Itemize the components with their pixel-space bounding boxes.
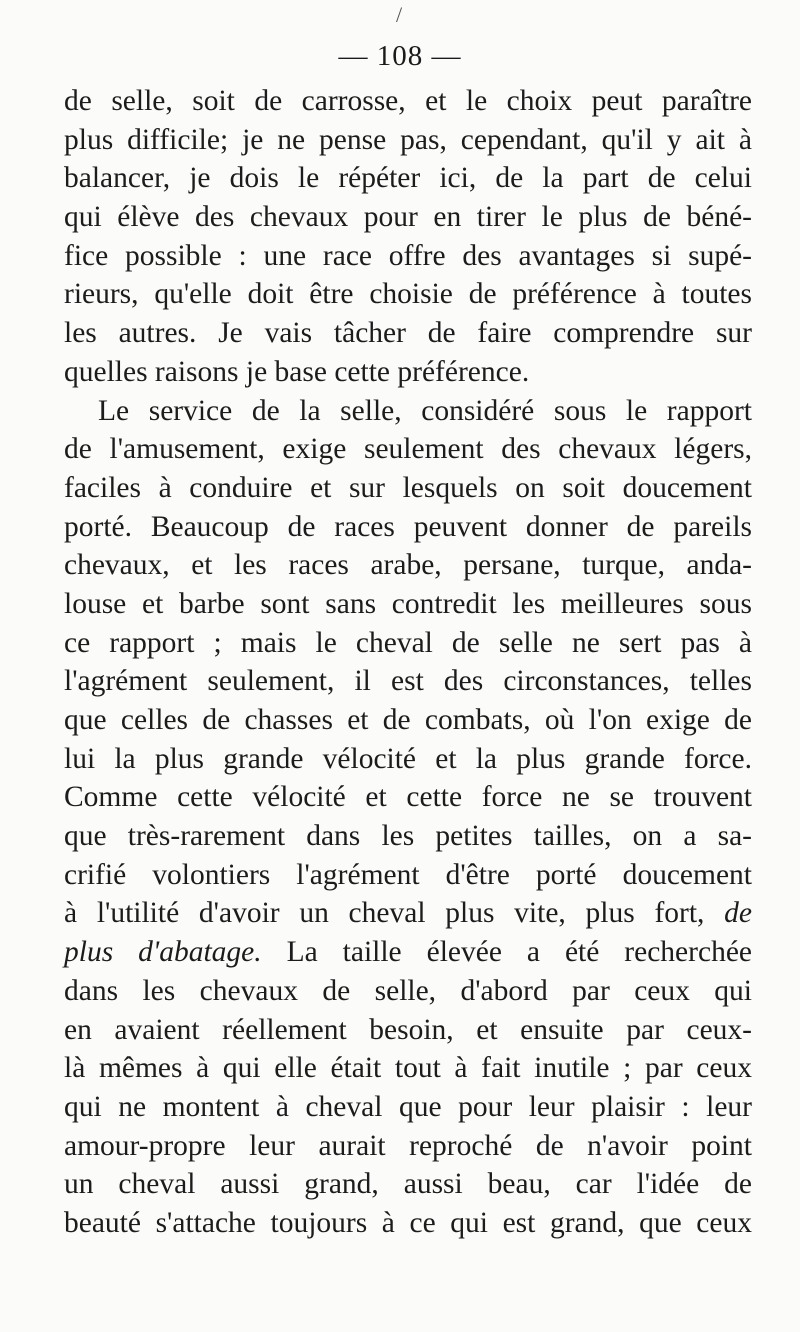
text-line: plus difficile; je ne pense pas, cependant, qu'il y ait à — [64, 123, 752, 156]
italic-word: plus — [64, 936, 114, 969]
page-number: — 108 — — [338, 40, 462, 72]
body-text — [64, 82, 752, 1243]
top-mark: / — [396, 2, 403, 27]
text-line — [64, 894, 752, 933]
text-line: de l'amusement, exige seulement des chevaux légers, — [64, 433, 752, 466]
text-line: crifié volontiers l'agrément d'être porté doucement — [64, 858, 752, 891]
text-line: ce rapport ; mais le cheval de selle ne sert pas à — [64, 626, 752, 659]
text-line: Le service de la selle, considéré sous le rapport — [98, 394, 752, 427]
text-line: les autres. Je vais tâcher de faire comprendre sur — [64, 317, 752, 350]
text-line: faciles à conduire et sur lesquels on soit doucement — [64, 471, 752, 504]
text-line: dans les chevaux de selle, d'abord par ceux qui — [64, 974, 752, 1007]
text-line: balancer, je dois le répéter ici, de la part de celui — [64, 162, 752, 195]
text-line: porté. Beaucoup de races peuvent donner de pareils — [64, 510, 752, 543]
text-line: rieurs, qu'elle doit être choisie de préférence à toutes — [64, 278, 752, 311]
text-line: quelles raisons je base cette préférence. — [64, 355, 530, 388]
text-line: un cheval aussi grand, aussi beau, car l'idée de — [64, 1168, 752, 1201]
text-line: chevaux, et les races arabe, persane, turque, anda- — [64, 549, 752, 582]
text-span: La taille élevée a été recherchée — [286, 936, 753, 969]
text-line: l'agrément seulement, il est des circonstances, telles — [64, 665, 752, 698]
text-line: de selle, soit de carrosse, et le choix peut paraître — [64, 85, 752, 117]
text-line: Comme cette vélocité et cette force ne se trouvent — [64, 781, 752, 814]
italic-phrase: d'abatage. — [138, 936, 262, 969]
text-line: là mêmes à qui elle était tout à fait inutile ; par ceux — [64, 1052, 752, 1085]
text-line: que celles de chasses et de combats, où l'on exige de — [64, 704, 752, 736]
text-line: lui la plus grande vélocité et la plus grande force. — [64, 742, 752, 775]
italic-word: de — [724, 897, 753, 930]
text-line — [64, 933, 752, 972]
text-line: que très-rarement dans les petites tailles, on a sa- — [64, 820, 752, 853]
text-line: qui élève des chevaux pour en tirer le plus de béné- — [64, 201, 752, 234]
text-line: fice possible : une race offre des avantages si supé- — [64, 239, 752, 272]
text-line: louse et barbe sont sans contredit les meilleures sous — [64, 587, 752, 620]
text-line: beauté s'attache toujours à ce qui est grand, que ceux — [64, 1206, 752, 1239]
text-line: qui ne montent à cheval que pour leur plaisir : leur — [64, 1090, 752, 1123]
text-line: amour-propre leur aurait reproché de n'avoir point — [64, 1129, 752, 1162]
text-span: à l'utilité d'avoir un cheval plus vite, plus fort, — [64, 897, 705, 930]
text-line: en avaient réellement besoin, et ensuite par ceux- — [64, 1013, 752, 1046]
